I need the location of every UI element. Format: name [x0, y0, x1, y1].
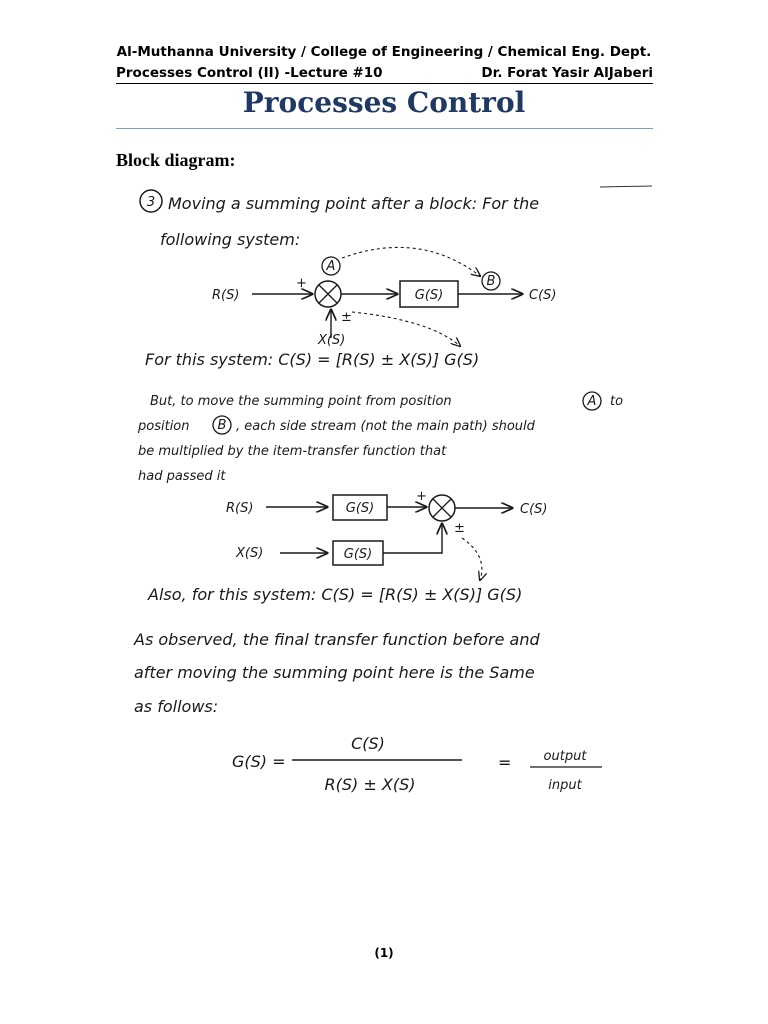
para-line-2: position — [138, 419, 190, 434]
heading-line-1: Moving a summing point after a block: For the — [168, 194, 540, 213]
scan-mark — [600, 186, 652, 187]
d1-disturbance-label: X(S) — [318, 333, 346, 348]
conclusion-line-3: as follows: — [134, 697, 219, 716]
d1-equation-pointer — [352, 312, 460, 346]
d2-block — [333, 495, 387, 520]
d2-pm-sign: ± — [454, 521, 465, 536]
lecture-title: Processes Control (II) -Lecture #10 — [116, 65, 383, 81]
d2-disturbance-label: X(S) — [236, 546, 264, 561]
d1-junction-cross-b — [319, 285, 337, 303]
d1-input-label: R(S) — [212, 288, 240, 303]
d1-position-b: B — [486, 274, 496, 289]
page-number: (1) — [374, 946, 394, 960]
heading-line-2: following system: — [160, 230, 301, 249]
d1-move-path — [342, 247, 480, 276]
tf-lhs: G(S) = — [232, 752, 286, 771]
d2-block-label: G(S) — [345, 501, 375, 516]
conclusion-line-2: after moving the summing point here is the Same — [134, 663, 535, 682]
d2-side-stream-path — [383, 524, 442, 553]
para-position-a-circle — [583, 392, 601, 410]
equation-1: For this system: C(S) = [R(S) ± X(S)] G(S) — [145, 350, 480, 369]
lecture-header — [116, 65, 653, 84]
d1-plus-sign: + — [296, 276, 307, 291]
para-line-4: had passed it — [138, 469, 226, 484]
d2-plus-sign: + — [416, 489, 427, 504]
section-heading: Block diagram: — [116, 150, 236, 170]
d2-side-block-label: G(S) — [343, 547, 373, 562]
para-position-b-circle — [213, 416, 231, 434]
tf-output: output — [543, 749, 587, 764]
para-line-2-end: , each side stream (not the main path) should — [236, 419, 535, 434]
d2-junction-cross-a — [433, 499, 451, 517]
d1-block — [400, 281, 458, 307]
para-position-b: B — [217, 418, 227, 433]
conclusion-line-1: As observed, the final transfer function before and — [134, 630, 540, 649]
tf-denominator: R(S) ± X(S) — [324, 775, 416, 794]
para-line-1: But, to move the summing point from position — [150, 394, 452, 409]
d2-junction-cross-b — [433, 499, 451, 517]
institution-header: Al-Muthanna University / College of Engineering / Chemical Eng. Dept. — [116, 44, 652, 60]
d1-summing-junction — [315, 281, 341, 307]
d2-summing-junction — [429, 495, 455, 521]
d2-output-label: C(S) — [520, 502, 548, 517]
page-title: Processes Control — [242, 86, 526, 119]
tf-equals: = — [498, 753, 512, 772]
para-line-3: be multiplied by the item-transfer function that — [138, 444, 447, 459]
d2-side-block — [333, 541, 383, 565]
para-position-a: A — [587, 394, 597, 409]
tf-input: input — [548, 778, 582, 793]
d1-junction-cross-a — [319, 285, 337, 303]
tf-numerator: C(S) — [351, 734, 385, 753]
para-line-1-end: to — [610, 394, 624, 409]
d1-position-a-circle — [322, 257, 340, 275]
d1-block-label: G(S) — [414, 288, 444, 303]
equation-2: Also, for this system: C(S) = [R(S) ± X(S)] G(S) — [148, 585, 523, 604]
d2-input-label: R(S) — [226, 501, 254, 516]
d1-pm-sign: ± — [341, 310, 352, 325]
d2-equation-pointer — [462, 538, 482, 580]
heading-number: 3 — [146, 195, 156, 210]
d1-position-a: A — [326, 259, 336, 274]
author-name: Dr. Forat Yasir AlJaberi — [481, 65, 653, 81]
title-divider — [116, 128, 653, 129]
number-circle — [140, 190, 162, 212]
d1-output-label: C(S) — [529, 288, 557, 303]
d1-position-b-circle — [482, 272, 500, 290]
